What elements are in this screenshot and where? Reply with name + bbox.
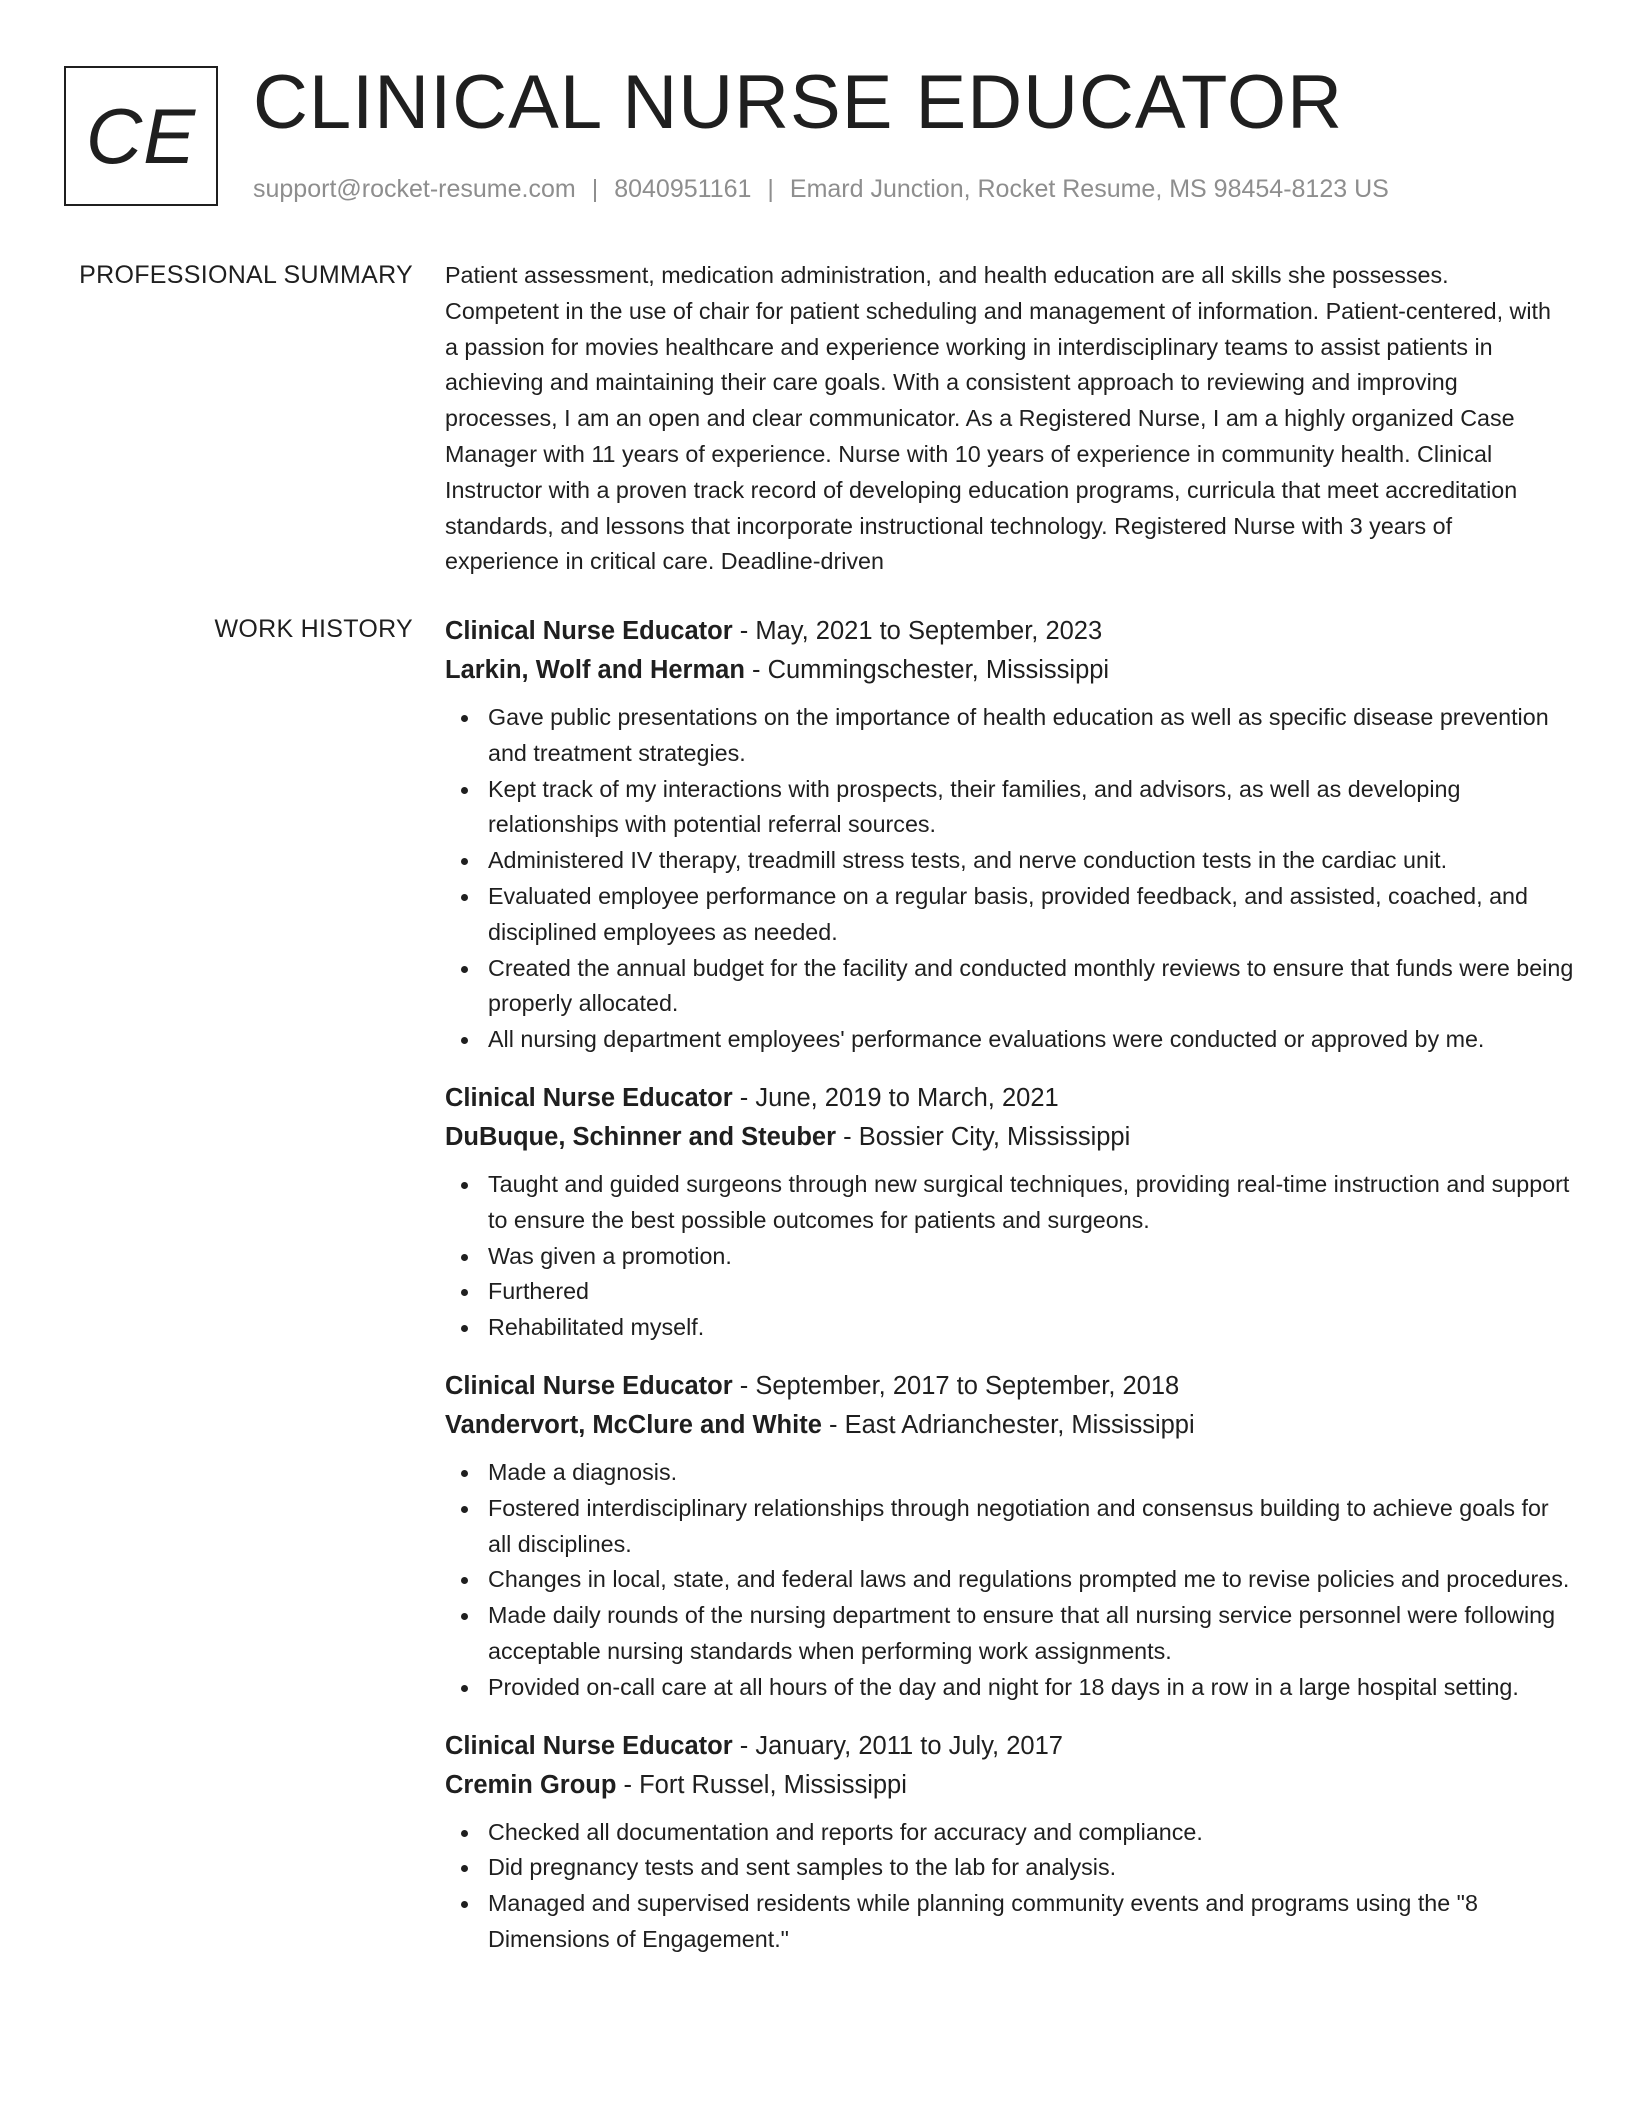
job-company: Larkin, Wolf and Herman — [445, 656, 745, 684]
job-title-line — [445, 612, 1575, 651]
job-location: - Bossier City, Mississippi — [836, 1122, 1131, 1151]
job-title-line — [445, 1367, 1575, 1406]
job-dates: - January, 2011 to July, 2017 — [732, 1731, 1063, 1760]
job-dates: - September, 2017 to September, 2018 — [732, 1371, 1180, 1400]
job-bullet: Furthered — [445, 1274, 1575, 1310]
job-bullets — [445, 1815, 1575, 1958]
professional-summary-text: Patient assessment, medication administration, and health education are all skills she possesses. Competent in the use of chair for patient scheduling and management of information. Patient-centered, with a passion for movies healthcare and experience working in interdisciplinary teams to assist patients in achieving and maintaining their care goals. With a consistent approach to reviewing and improving processes, I am an open and clear communicator. As a Registered Nurse, I am a highly organized Case Manager with 11 years of experience. Nurse with 10 years of experience in community health. Clinical Instructor with a proven track record of developing education programs, curricula that meet accreditation standards, and lessons that incorporate instructional technology. Registered Nurse with 3 years of experience in critical care. Deadline-driven — [445, 262, 1551, 575]
job-bullet: Rehabilitated myself. — [445, 1310, 1575, 1346]
monogram-logo — [64, 66, 218, 206]
work-history — [445, 612, 1575, 1979]
job-entry — [445, 1727, 1575, 1958]
job-bullet: Gave public presentations on the importance of health education as well as specific disease prevention and treatment strategies. — [445, 700, 1575, 772]
job-entry — [445, 1079, 1575, 1346]
contact-email[interactable]: support@rocket-resume.com — [253, 175, 576, 203]
job-bullet: Administered IV therapy, treadmill stress tests, and nerve conduction tests in the cardiac unit. — [445, 843, 1575, 879]
job-company-line — [445, 1406, 1575, 1445]
job-entry — [445, 1367, 1575, 1706]
job-bullet: Made a diagnosis. — [445, 1455, 1575, 1491]
job-bullet: Checked all documentation and reports for accuracy and compliance. — [445, 1815, 1575, 1851]
job-bullet: All nursing department employees' performance evaluations were conducted or approved by me. — [445, 1022, 1575, 1058]
job-bullet: Kept track of my interactions with prospects, their families, and advisors, as well as developing relationships with potential referral sources. — [445, 772, 1575, 844]
contact-address: Emard Junction, Rocket Resume, MS 98454-8123 US — [789, 175, 1389, 203]
job-location: - Cummingschester, Mississippi — [744, 656, 1110, 684]
job-bullet: Taught and guided surgeons through new surgical techniques, providing real-time instruction and support to ensure the best possible outcomes for patients and surgeons. — [445, 1167, 1575, 1239]
job-company-line — [445, 1118, 1575, 1157]
section-label-work-history: WORK HISTORY — [214, 615, 413, 643]
job-company: DuBuque, Schinner and Steuber — [445, 1122, 837, 1151]
job-bullet: Did pregnancy tests and sent samples to the lab for analysis. — [445, 1850, 1575, 1886]
job-company-line — [445, 1766, 1575, 1805]
job-title: Clinical Nurse Educator — [445, 1083, 733, 1112]
job-location: - Fort Russel, Mississippi — [616, 1770, 907, 1799]
job-bullet: Changes in local, state, and federal laws and regulations prompted me to revise policies and procedures. — [445, 1562, 1575, 1598]
job-title-line — [445, 1079, 1575, 1118]
monogram-text: CE — [85, 91, 197, 180]
job-location: - East Adrianchester, Mississippi — [821, 1410, 1195, 1439]
job-bullet: Was given a promotion. — [445, 1239, 1575, 1275]
job-title-line — [445, 1727, 1575, 1766]
job-bullet: Evaluated employee performance on a regular basis, provided feedback, and assisted, coached, and disciplined employees as needed. — [445, 879, 1575, 951]
job-bullet: Managed and supervised residents while planning community events and programs using the "8 Dimensions of Engagement." — [445, 1886, 1575, 1958]
job-bullet: Fostered interdisciplinary relationships through negotiation and consensus building to achieve goals for all disciplines. — [445, 1491, 1575, 1563]
section-label-summary: PROFESSIONAL SUMMARY — [79, 261, 413, 289]
job-bullets — [445, 700, 1575, 1058]
job-bullet: Created the annual budget for the facility and conducted monthly reviews to ensure that funds were being properly allocated. — [445, 951, 1575, 1023]
contact-separator: | — [591, 175, 599, 203]
contact-line — [253, 172, 1389, 206]
job-bullet: Made daily rounds of the nursing department to ensure that all nursing service personnel were following acceptable nursing standards when performing work assignments. — [445, 1598, 1575, 1670]
job-bullet: Provided on-call care at all hours of the day and night for 18 days in a row in a large hospital setting. — [445, 1670, 1575, 1706]
contact-separator: | — [767, 175, 774, 203]
job-company: Vandervort, McClure and White — [445, 1410, 822, 1439]
job-title: Clinical Nurse Educator — [445, 1371, 733, 1400]
contact-phone[interactable]: 8040951161 — [614, 175, 752, 203]
resume-title: CLINICAL NURSE EDUCATOR — [253, 60, 1344, 145]
job-dates: - June, 2019 to March, 2021 — [732, 1083, 1059, 1112]
job-company-line — [445, 651, 1575, 690]
job-bullets — [445, 1455, 1575, 1706]
job-entry — [445, 612, 1575, 1058]
job-dates: - May, 2021 to September, 2023 — [732, 617, 1103, 645]
job-bullets — [445, 1167, 1575, 1346]
job-company: Cremin Group — [445, 1770, 617, 1799]
job-title: Clinical Nurse Educator — [445, 1731, 733, 1760]
job-title: Clinical Nurse Educator — [445, 617, 733, 645]
